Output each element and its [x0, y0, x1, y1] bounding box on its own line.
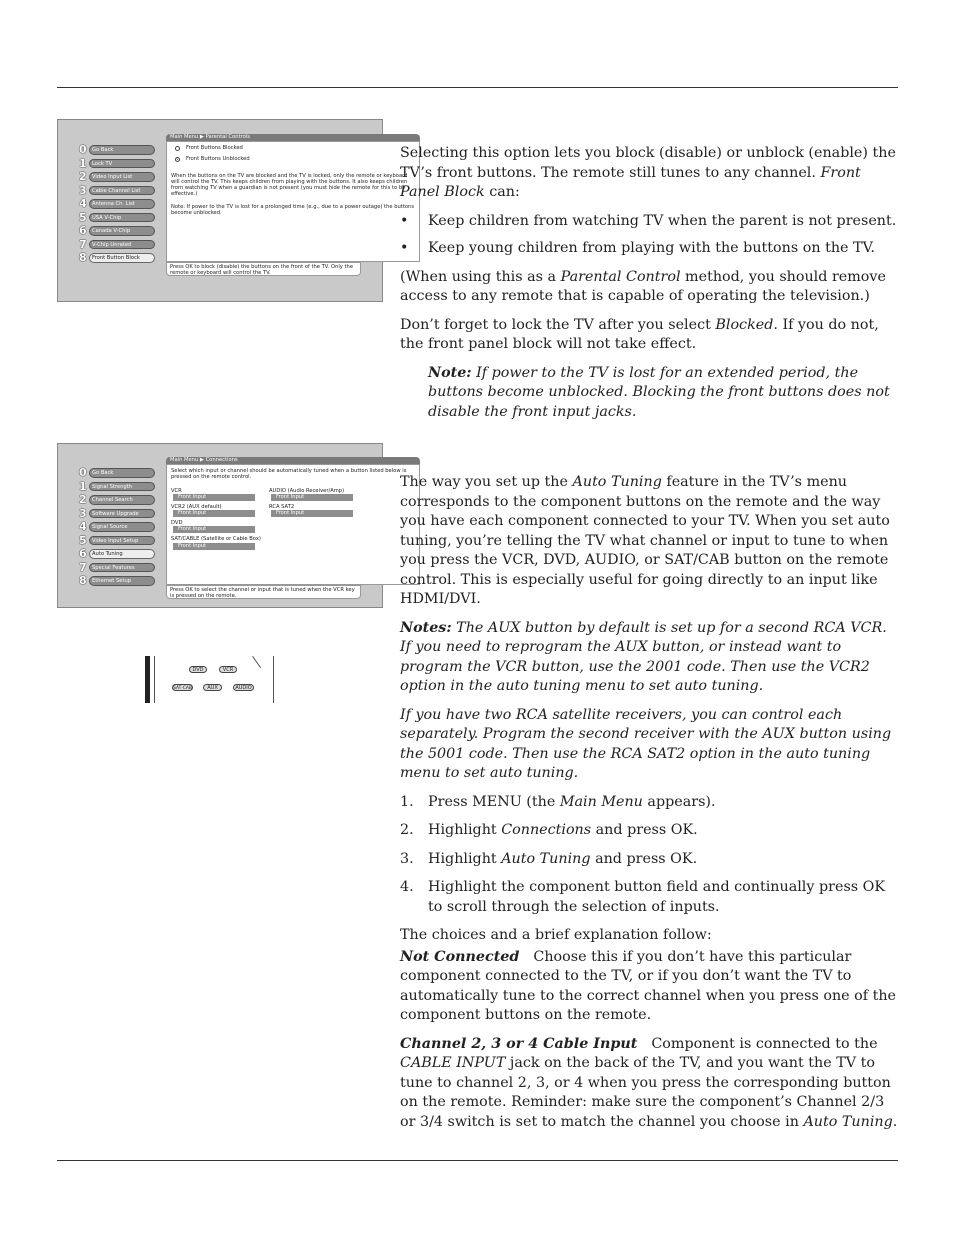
radio-blocked[interactable] [171, 145, 415, 151]
radio-label: Front Buttons Unblocked [186, 156, 250, 163]
notes [400, 619, 900, 697]
bullet-item: • Keep children from watching TV when the parent is not present. [400, 212, 900, 232]
remote-control-image [145, 656, 275, 703]
menu-number: 1 [79, 479, 87, 493]
audio-button[interactable]: AUDIO [233, 684, 254, 691]
field-value[interactable]: Front Input [271, 510, 353, 517]
front-panel-block-text [400, 144, 900, 431]
connections-screenshot [57, 443, 407, 608]
menu-number: 8 [79, 574, 87, 587]
menu-item[interactable] [79, 506, 155, 523]
text: and press OK. [590, 850, 698, 867]
menu-number: 6 [79, 547, 87, 560]
menu-label: Front Button Block [89, 253, 155, 263]
parental-panel [166, 141, 420, 262]
bottom-rule [57, 1160, 898, 1161]
text: Highlight [428, 822, 502, 838]
menu-item[interactable] [79, 172, 155, 186]
field-vcr2[interactable] [171, 501, 268, 517]
auto-tuning-text [400, 473, 900, 1141]
aux-button[interactable]: AUX [203, 684, 222, 691]
menu-number: 7 [79, 237, 87, 251]
menu-item[interactable] [79, 237, 155, 254]
steps-list [400, 793, 900, 918]
menu-label: Ethernet Setup [89, 576, 155, 586]
text: Highlight [428, 850, 502, 867]
field-value[interactable]: Front Input [173, 510, 255, 517]
menu-label: Go Back [89, 468, 155, 478]
menu-number: 0 [79, 143, 87, 156]
field-row [171, 501, 415, 517]
menu-label: V-Chip Unrated [89, 240, 155, 250]
parental-controls-screenshot [57, 119, 415, 302]
field-satcable[interactable] [171, 536, 371, 549]
field-value[interactable]: Front Input [173, 526, 255, 533]
radio-unblocked[interactable] [171, 156, 415, 162]
choice-label: Channel 2, 3 or 4 Cable Input [400, 1035, 638, 1052]
breadcrumb: Main Menu ▶ Connections [166, 457, 420, 464]
choice-not-connected [400, 948, 900, 1026]
menu-label: Signal Strength [89, 482, 155, 492]
menu-number: 7 [79, 560, 87, 574]
radio-label: Front Buttons Blocked [186, 145, 243, 151]
field-label: SAT/CABLE (Satellite or Cable Box) [171, 536, 261, 543]
note [400, 364, 900, 423]
text: . If you do not, the front panel block will not take effect. [400, 316, 879, 352]
menu-item[interactable] [79, 156, 155, 173]
field-value[interactable]: Front Input [271, 494, 353, 501]
step-number: 4. [400, 879, 414, 895]
text: jack on the back of the TV, and you want the TV to tune to channel 2, 3, or 4 when you press the corresponding button on the remote. Reminder: make sure the component’s Channel 2/3 or 3/4 switch is set to match the channel you choose in [400, 1055, 891, 1130]
emphasis: Main Menu [559, 793, 643, 810]
menu-number: 5 [79, 210, 87, 224]
text: feature in the TV’s menu corresponds to the component buttons on the remote and the way you have each component connected to your TV. When you set auto tuning, you’re telling the TV what channel or input to tune to when you press the VCR, DVD, AUDIO, or SAT/CAB button on the remote control. This is especially useful for going directly to an input like HDMI/DVI. [400, 474, 890, 607]
menu-item[interactable] [79, 533, 155, 550]
menu-label: Special Features [89, 563, 155, 573]
menu-item-selected[interactable] [79, 549, 155, 563]
menu-number: 8 [79, 251, 87, 264]
step-number: 1. [400, 793, 414, 810]
field-value[interactable]: Front Input [173, 494, 255, 501]
menu-label: Antenna Ch. List [89, 199, 155, 209]
menu-number: 0 [79, 466, 87, 479]
menu-label: Canada V-Chip [89, 226, 155, 236]
radio-on-icon [175, 157, 180, 162]
field-sat2[interactable] [269, 501, 366, 517]
notes-label: Notes: [400, 619, 452, 636]
menu-number: 5 [79, 533, 87, 547]
menu-number: 4 [79, 197, 87, 210]
step [400, 878, 900, 917]
field-audio[interactable] [269, 485, 366, 501]
field-label: AUDIO (Audio Receiver/Amp) [269, 487, 345, 494]
text: Selecting this option lets you block (disable) or unblock (enable) the TV’s front buttons. The remote still tunes to any channel. [400, 145, 896, 181]
text: Don’t forget to lock the TV after you select [400, 316, 716, 333]
text: and press OK. [591, 822, 698, 838]
breadcrumb: Main Menu ▶ Parental Controls [166, 134, 420, 141]
panel-description: When the buttons on the TV are blocked and the TV is locked, only the remote or keyboard will control the TV. This keeps children from playing with the buttons. It also keeps children from watching TV when a guardian is not present (you must hide the remote for this to be effective.) [171, 172, 408, 198]
menu-item[interactable] [79, 210, 155, 227]
menu-item[interactable] [79, 495, 155, 509]
menu-item[interactable] [79, 576, 155, 590]
emphasis: Front Panel Block [400, 164, 861, 200]
emphasis: Auto Tuning [803, 1113, 893, 1130]
note-label: Note: [428, 364, 472, 381]
menu-item[interactable] [79, 560, 155, 577]
remote-edge-left [145, 656, 150, 703]
menu-item[interactable] [79, 145, 155, 159]
menu-label: Cable Channel List [89, 186, 155, 196]
emphasis: Parental Control [560, 268, 681, 285]
step [400, 793, 900, 813]
field-label: DVD [171, 520, 183, 527]
paragraph: The choices and a brief explanation follow: [400, 927, 712, 943]
field-label: RCA SAT2 [269, 503, 295, 510]
parental-menu [79, 145, 155, 267]
menu-label: Lock TV [89, 159, 155, 169]
choice-cable-input [400, 1035, 900, 1133]
menu-item[interactable] [79, 199, 155, 213]
remote-edge-right [273, 656, 274, 703]
menu-label: Go Back [89, 145, 155, 155]
choice-label: Not Connected [400, 948, 520, 965]
field-value[interactable]: Front Input [173, 543, 255, 550]
field-row [171, 485, 415, 501]
text: Highlight the component button field and continually press OK to scroll through the selection of inputs. [428, 879, 886, 915]
paragraph [400, 316, 900, 355]
help-box: Press OK to select the channel or input that is tuned when the VCR key is pressed on the remote. [166, 585, 361, 599]
vcr-button[interactable]: VCR [219, 666, 237, 673]
step-number: 2. [400, 822, 414, 838]
field-label: VCR [171, 487, 182, 494]
text: can: [484, 184, 520, 200]
connections-menu [79, 468, 155, 590]
paragraph [400, 473, 900, 610]
menu-number: 4 [79, 520, 87, 533]
menu-item-selected[interactable] [79, 253, 155, 267]
bullet-item: • Keep young children from playing with the buttons on the TV. [400, 239, 900, 259]
menu-label: USA V-Chip [89, 213, 155, 223]
menu-label: Auto Tuning [89, 549, 155, 559]
menu-label: Software Upgrade [89, 509, 155, 519]
menu-label: Channel Search [89, 495, 155, 505]
radio-off-icon [175, 146, 180, 151]
menu-number: 6 [79, 224, 87, 237]
menu-item[interactable] [79, 522, 155, 536]
field-label: VCR2 (AUX default) [171, 503, 222, 510]
text: Component is connected to the [651, 1035, 878, 1052]
menu-label: Video Input List [89, 172, 155, 182]
menu-item[interactable] [79, 468, 155, 482]
emphasis: Blocked [715, 316, 774, 333]
emphasis: Auto Tuning [501, 850, 591, 867]
field-dvd[interactable] [171, 520, 268, 533]
step [400, 850, 900, 870]
menu-item[interactable] [79, 479, 155, 496]
remote-diagonal [252, 656, 261, 668]
paragraph [400, 268, 900, 307]
emphasis: Auto Tuning [572, 474, 662, 490]
panel-intro: Select which input or channel should be automatically tuned when a button listed below is pressed on the remote control. [171, 468, 407, 481]
text: (When using this as a [400, 268, 561, 285]
text: . [892, 1113, 898, 1130]
help-box: Press OK to block (disable) the buttons on the front of the TV. Only the remote or keyboard will control the TV. [166, 262, 361, 276]
step [400, 821, 900, 841]
menu-number: 2 [79, 493, 87, 506]
text: appears). [642, 793, 716, 810]
menu-item[interactable] [79, 183, 155, 200]
text: Press MENU (the [428, 793, 560, 810]
choice-text: Choose this if you don’t have this particular component connected to the TV, or if you don’t want the TV to automatically tune to the correct channel when you press one of the component buttons on the remote. [400, 948, 897, 1023]
field-vcr[interactable] [171, 485, 268, 501]
step-number: 3. [400, 850, 414, 867]
remote-edge-left-inner [154, 656, 155, 703]
top-rule [57, 87, 898, 88]
paragraph: If you have two RCA satellite receivers, you can control each separately. Program the second receiver with the AUX button using the 5001 code. Then use the RCA SAT2 option in the auto tuning menu to set auto tuning. [400, 706, 892, 781]
note-text: If power to the TV is lost for an extended period, the buttons become unblocked. Blocking the front buttons does not disable the front input jacks. [428, 364, 890, 420]
menu-number: 2 [79, 170, 87, 183]
notes-text: The AUX button by default is set up for a second RCA VCR. If you need to reprogram the AUX button, or instead want to program the VCR button, use the 2001 code. Then use the VCR2 option in the auto tuning menu to set auto tuning. [400, 619, 887, 694]
paragraph [400, 144, 900, 203]
text: The way you set up the [400, 474, 573, 490]
connections-panel [166, 464, 420, 585]
menu-number: 3 [79, 183, 87, 197]
menu-label: Signal Source [89, 522, 155, 532]
satcab-button[interactable]: SAT·CAB [173, 686, 192, 691]
menu-number: 1 [79, 156, 87, 170]
bullet-list [400, 212, 900, 259]
menu-item[interactable] [79, 226, 155, 240]
emphasis: Connections [501, 822, 592, 838]
emphasis: CABLE INPUT [400, 1055, 506, 1071]
panel-note: Note: If power to the TV is lost for a prolonged time (e.g., due to a power outage) the buttons become unblocked. [171, 203, 415, 217]
text: method, you should remove access to any remote that is capable of operating the television.) [400, 268, 886, 304]
menu-number: 3 [79, 506, 87, 520]
menu-label: Video Input Setup [89, 536, 155, 546]
dvd-button[interactable]: DVD [189, 666, 207, 673]
